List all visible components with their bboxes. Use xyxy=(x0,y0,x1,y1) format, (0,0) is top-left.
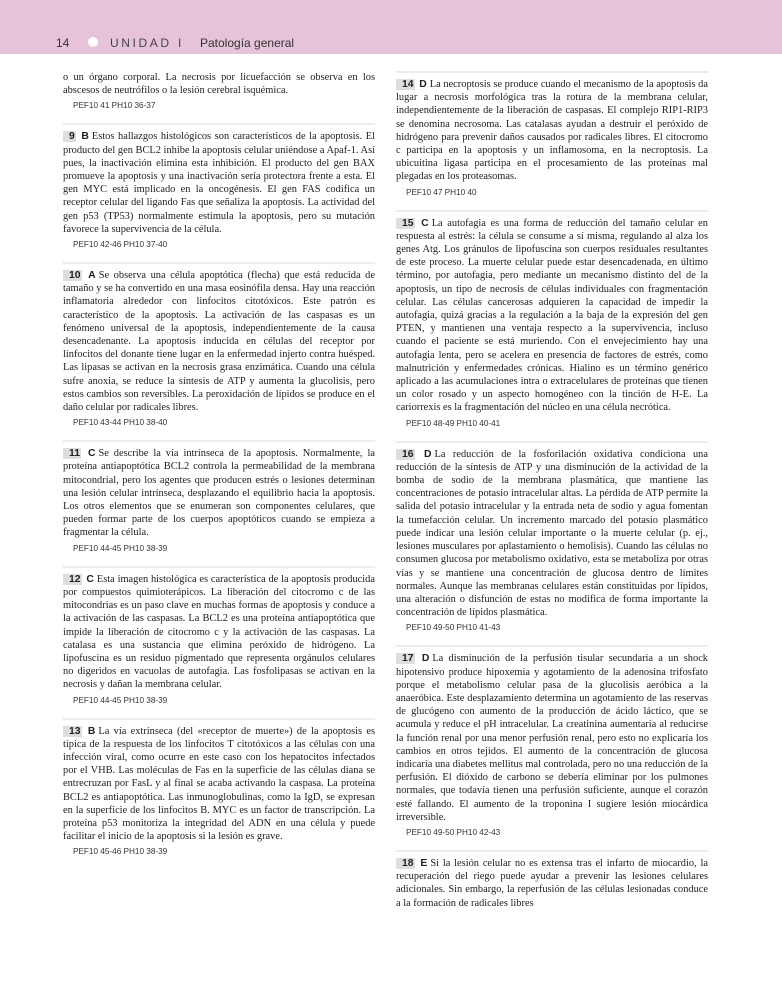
intro-reference: PEF10 41 PH10 36-37 xyxy=(73,101,156,111)
answer-reference: PEF10 44-45 PH10 38-39 xyxy=(73,695,168,705)
answer-10 xyxy=(63,262,375,428)
answer-reference: PEF10 47 PH10 40 xyxy=(406,187,477,197)
answer-reference: PEF10 45-46 PH10 38-39 xyxy=(73,847,168,857)
answer-letter: E xyxy=(420,857,428,869)
answer-reference: PEF10 42-46 PH10 37-40 xyxy=(73,240,168,250)
answer-number: 11 xyxy=(63,448,81,459)
answer-letter: D xyxy=(423,448,432,460)
answer-text: Se observa una célula apoptótica (flecha) que está reducida de tamaño y se ha convertido en una masa eosinófila densa. Hay una reacción inflamatoria alrededor con linfocitos citotóxicos. Este patrón es característico de la apoptosis. La activación de las caspasas es un fenómeno universal de la apoptosis, independientemente de la causa desencadenante. La apoptosis inducida en células del receptor por linfocitos del donante tiene lugar en la enfermedad injerto contra huésped. Las lipasas se activan en la necrosis grasa enzimática. Cuando una célula sufre anoxia, se reduce la síntesis de ATP y aumenta la glucolisis, pero estos cambios son reversibles. La peroxidación de lípidos se produce en el daño celular por radicales libres. xyxy=(63,270,375,414)
answer-12 xyxy=(63,566,375,706)
answer-text: La disminución de la perfusión tisular secundaria a un shock hipotensivo produce hipoxemia y agotamiento de la adenosina trifosfato porque el metabolismo celular pasa de la glucolisis aeróbica a la anaeróbica. Este desplazamiento determina un agotamiento de las reservas de glucógeno con aumento de la producción de ácido láctico, que se acumula y reduce el pH intracelular. La creatinina aumentaría al reducirse la función renal por una menor perfusión renal, pero esto no explicaría los cambios en otros tejidos. El aumento de la concentración de glucosa indicaría una diabetes mellitus mal controlada, pero no una reducción de la perfusión. El dióxido de carbono se debería eliminar por los pulmones normales, que todavía tienen una perfusión suficiente, aunque el corazón esté fallando. El aumento de la troponina I sugiere lesión miocárdica irreversible. xyxy=(396,653,708,823)
answer-text: La autofagia es una forma de reducción del tamaño celular en respuesta al estrés: la célula se consume a sí misma, regulando al alza los genes Atg. Los gránulos de lipofuscina son cuerpos residuales resultantes de este proceso. La muerte celular puede estar desencadenada, en último término, por autofagia, pero mediante un mecanismo distinto del de la apoptosis, un tipo de necrosis de células individuales con fragmentación celular. Las células cancerosas adquieren la capacidad de impedir la autofagia, quizá gracias a la regulación a la baja de la expresión del gen PTEN, y mantienen una ventaja respecto a la supervivencia, incluso cuando el paciente se está muriendo. Con el envejecimiento hay una autofagia lenta, pero se acelera en presencia de factores de estrés, como malnutrición y enfermedades crónicas. Hialino es un término genérico aplicado a las acumulaciones intra o extracelulares de proteínas que tienen un color rosado y un aspecto homogéneo con la tinción de H-E. La cariorrexis es la fragmentación del núcleo en una célula necrótica. xyxy=(396,217,708,414)
answer-16 xyxy=(396,441,708,634)
answer-reference: PEF10 44-45 PH10 38-39 xyxy=(73,543,168,553)
answer-reference: PEF10 48-49 PH10 40-41 xyxy=(406,418,501,428)
answer-number: 17 xyxy=(396,653,415,664)
answer-number: 16 xyxy=(396,449,415,460)
intro-paragraph: o un órgano corporal. La necrosis por licuefacción se observa en los abscesos de neutrófilos o la lesión cerebral isquémica. xyxy=(63,72,375,97)
unit-label: UNIDAD xyxy=(110,36,172,50)
answer-letter: A xyxy=(88,270,96,282)
answer-text: La necroptosis se produce cuando el mecanismo de la apoptosis da lugar a necrosis morfológica tras la rotura de la membrana celular, independientemente de la liberación de caspasas. El complejo RIP1-RIP3 se denomina necrosoma. Las catalasas ayudan a destruir el peróxido de hidrógeno para prevenir daños causados por radicales libres. El citocromo c participa en la apoptosis y un inflamosoma, en la necroptosis. La ubicuitina ligasa participa en el procesamiento de las proteínas mal plegadas en los proteasomas. xyxy=(396,79,708,183)
answer-number: 12 xyxy=(63,574,82,585)
answer-13 xyxy=(63,718,375,858)
answer-letter: B xyxy=(81,131,89,143)
answer-number: 18 xyxy=(396,858,415,869)
answer-text: Se describe la vía intrínseca de la apoptosis. Normalmente, la proteína antiapoptótica BCL2 controla la permeabilidad de la membrana mitocondrial, pero los agentes que producen estrés o lesiones determinan una lesión celular intrínseca, desplazando el equilibrio hacia la apoptosis. Los otros elementos que se enumeran son componentes celulares, que pueden formar parte de los cuerpos apoptóticos cuando se empieza a fragmentar la célula. xyxy=(63,448,375,539)
left-column xyxy=(63,71,375,869)
right-column xyxy=(396,71,708,910)
answer-number: 15 xyxy=(396,218,415,229)
answer-number: 10 xyxy=(63,270,82,281)
answer-reference: PEF10 49-50 PH10 42-43 xyxy=(406,827,501,837)
answer-letter: C xyxy=(421,217,429,229)
answer-number: 9 xyxy=(63,131,76,142)
answer-15 xyxy=(396,210,708,429)
unit-separator: I xyxy=(178,36,182,50)
answer-letter: D xyxy=(421,653,430,665)
answer-text: La reducción de la fosforilación oxidativa condiciona una reducción de la síntesis de ATP y una disminución de la actividad de la bomba de sodio de la membrana plasmática, que mantiene las concentraciones de potasio intracelular altas. La pérdida de ATP permite la salida del potasio intracelular y la entrada neta de sodio y agua fomentan la tumefacción celular. Un incremento marcado del potasio plasmático puede indicar una lesión celular importante o la muerte celular (p. ej., lesiones musculares por aplastamiento o hemolisis). Cuando las células no consumen glucosa por metabolismo oxidativo, esta se metaboliza por otras vías y se mantiene una concentración de glucosa dentro de límites normales. Aunque las membranas celulares están constituidas por lípidos, una alteración o disfunción de estas no modifica de forma importante la concentración de lípidos plasmática. xyxy=(396,448,708,619)
chapter-title: Patología general xyxy=(200,36,295,50)
answer-18 xyxy=(396,850,708,910)
answer-letter: D xyxy=(419,79,427,90)
answer-reference: PEF10 43-44 PH10 38-40 xyxy=(73,418,168,428)
header-dot-icon xyxy=(88,37,98,47)
page-number: 14 xyxy=(56,36,70,50)
answer-text: Si la lesión celular no es extensa tras el infarto de miocardio, la recuperación del riego puede ayudar a prevenir las lesiones celulares adicionales. Sin embargo, la reperfusión de las células lesionadas conduce a la formación de radicales libres xyxy=(396,857,708,909)
answer-9 xyxy=(63,123,375,250)
answer-letter: B xyxy=(87,725,96,737)
page-header xyxy=(0,0,782,54)
answer-letter: C xyxy=(87,448,96,460)
answer-text: Esta imagen histológica es característica de la apoptosis producida por compuestos quimioterápicos. La liberación del citocromo c de las mitocondrias es un paso clave en muchas formas de apoptosis y conduce a la activación de las caspasas. La BCL2 es una proteína antiapoptótica que impide la liberación de citocromo c y la activación de las caspasas. La catalasa es una sustancia que elimina peróxido de hidrógeno. La lipofuscina es un residuo pigmentado que representa orgánulos celulares no digeridos en vacuolas de autofagia. Las fosfolipasas se activan en la necrosis y dañan la membrana celular. xyxy=(63,573,375,691)
answer-text: La vía extrínseca (del «receptor de muerte») de la apoptosis es típica de la respuesta de los linfocitos T citotóxicos a las células con una infección viral, como ocurre en este caso con los hepatocitos infectados por el VHB. Las moléculas de Fas en la superficie de las células diana se entrecruzan por FasL y al final se acaba activando la caspasa. La proteína BCL2 es antiapoptótica. Las inmunoglobulinas, como la IgD, se expresan en la superficie de los linfocitos B. MYC es un factor de transcripción. La proteína p53 monitoriza la integridad del ADN en una célula y puede facilitar el inicio de la apoptosis si la lesión es grave. xyxy=(63,725,375,843)
answer-17 xyxy=(396,645,708,838)
answer-11 xyxy=(63,440,375,553)
answer-number: 14 xyxy=(396,79,415,90)
answer-number: 13 xyxy=(63,726,82,737)
answer-text: Estos hallazgos histológicos son característicos de la apoptosis. El producto del gen BCL2 inhibe la apoptosis celular uniéndose a Apaf-1. Así pues, la inactivación elimina esta inhibición. El producto del gen BAX promueve la apoptosis y una inactivación sería protectora frente a esta. El gen MYC está implicado en la oncogénesis. El gen FAS codifica un receptor celular del ligando Fas que señaliza la apoptosis. La actividad del gen p53 (TP53) normalmente estimula la apoptosis, pero su mutación favorece la supervivencia de la célula. xyxy=(63,131,375,235)
answer-reference: PEF10 49-50 PH10 41-43 xyxy=(406,623,501,633)
answer-14 xyxy=(396,71,708,198)
answer-letter: C xyxy=(86,573,94,585)
